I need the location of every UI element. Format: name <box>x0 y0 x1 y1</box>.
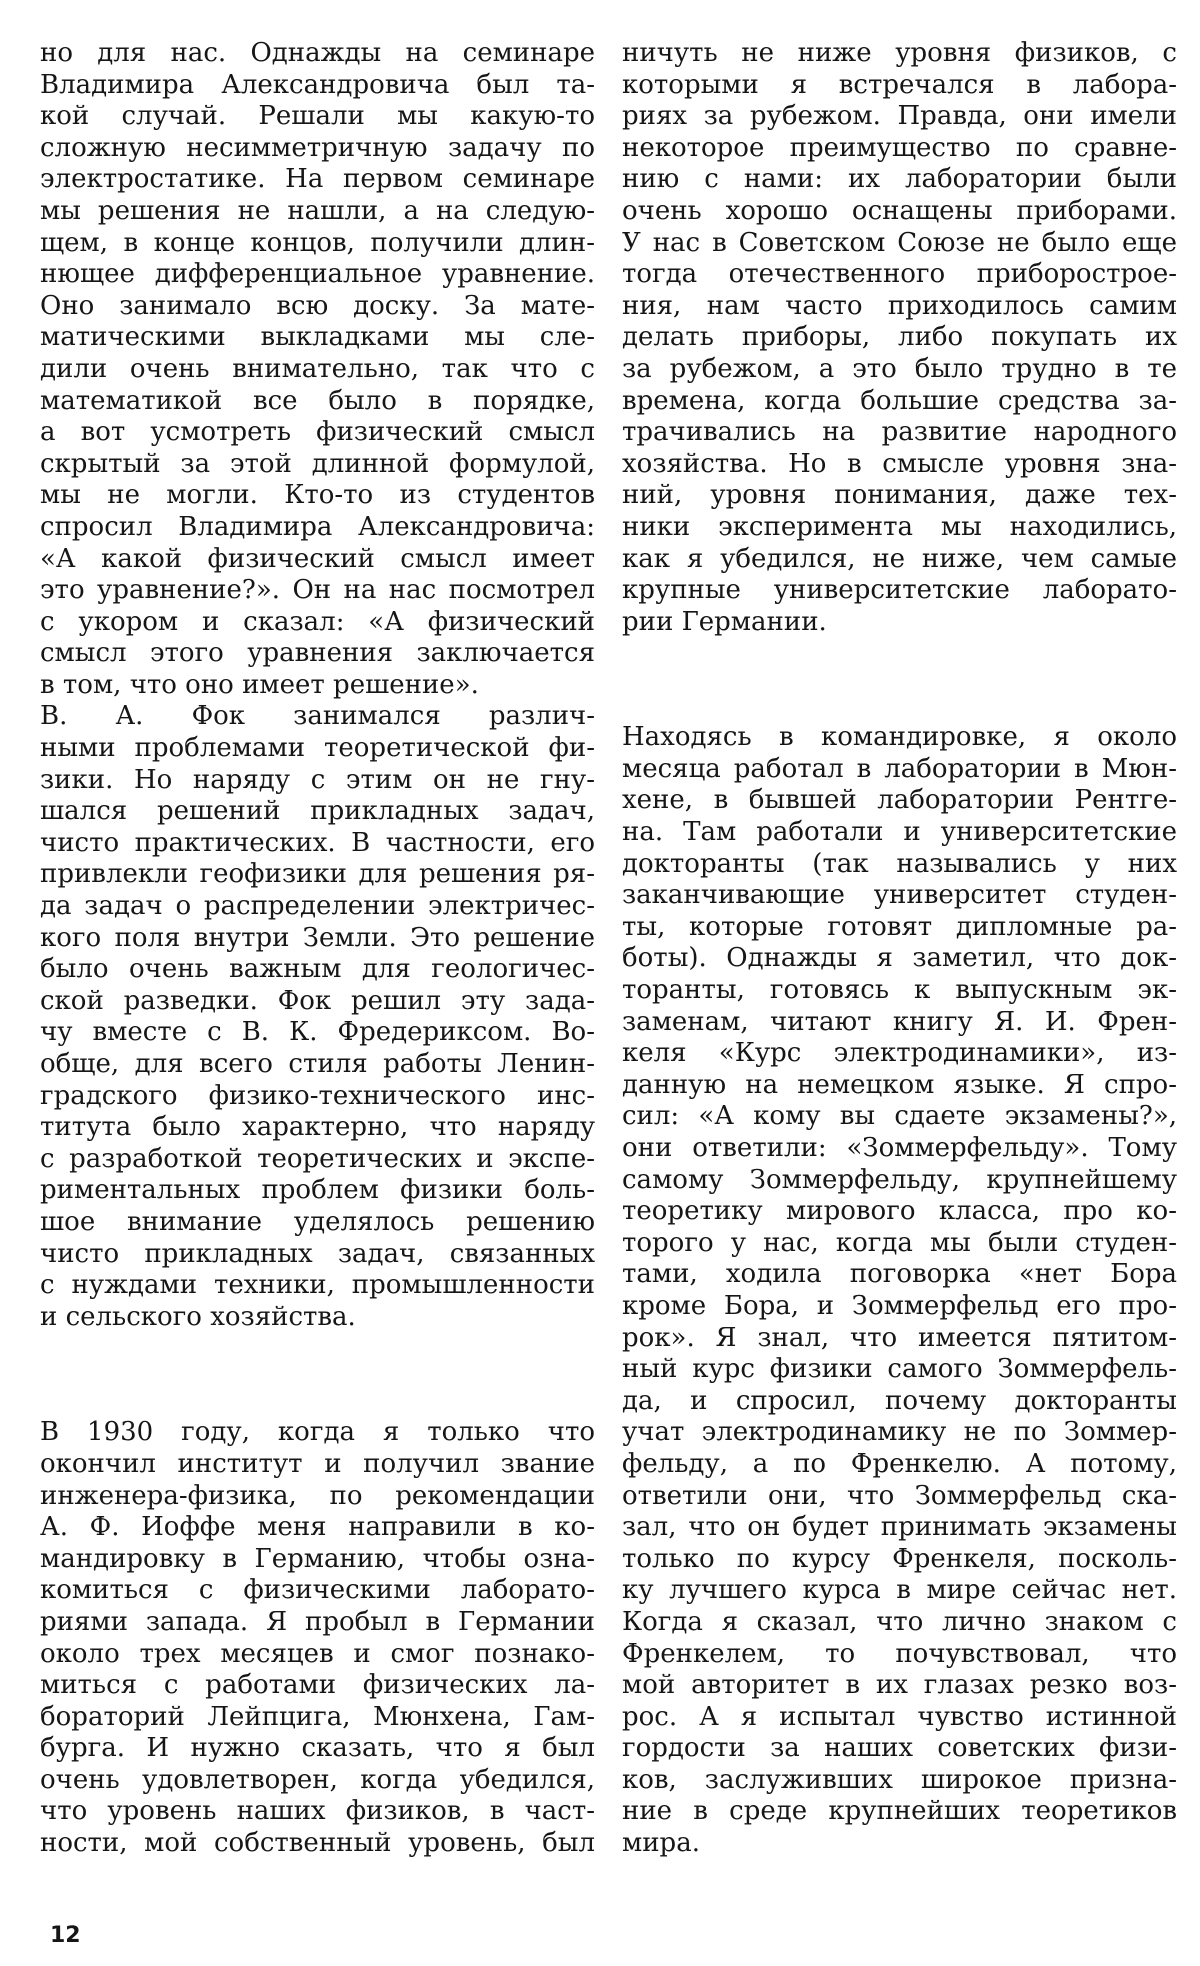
text-line: чу вместе с В. К. Фредериксом. Во- <box>40 1017 595 1048</box>
text-line: электростатике. На первом семинаре <box>40 164 595 195</box>
text-line: рос. А я испытал чувство истинной <box>622 1701 1177 1732</box>
text-line: чисто прикладных задач, связанных <box>40 1238 595 1269</box>
text-line: заменам, читают книгу Я. И. Френ- <box>622 1006 1177 1037</box>
text-line: скрытый за этой длинной формулой, <box>40 448 595 479</box>
paragraph-gap <box>622 638 1177 722</box>
text-line: ской разведки. Фок решил эту зада- <box>40 985 595 1016</box>
text-line: самому Зоммерфельду, крупнейшему <box>622 1164 1177 1195</box>
page-number: 12 <box>50 1923 81 1948</box>
right-column <box>622 38 1177 1860</box>
text-line: окончил институт и получил звание <box>40 1448 595 1479</box>
text-line: учат электродинамику не по Зоммер- <box>622 1417 1177 1448</box>
text-line: Находясь в командировке, я около <box>622 722 1177 753</box>
text-line: времена, когда большие средства за- <box>622 385 1177 416</box>
text-line: ники эксперимента мы находились, <box>622 511 1177 542</box>
text-line: «А какой физический смысл имеет <box>40 543 595 574</box>
text-line: ности, мой собственный уровень, был <box>40 1828 595 1859</box>
text-line: теоретику мирового класса, про ко- <box>622 1196 1177 1227</box>
text-line: ный курс физики самого Зоммерфель- <box>622 1354 1177 1385</box>
text-line: что уровень наших физиков, в част- <box>40 1796 595 1827</box>
text-line: ными проблемами теоретической фи- <box>40 733 595 764</box>
text-line: мира. <box>622 1828 700 1859</box>
text-line: а вот усмотреть физический смысл <box>40 417 595 448</box>
text-line: боты). Однажды я заметил, что док- <box>622 943 1177 974</box>
text-line: докторанты (так назывались у них <box>622 848 1177 879</box>
text-line: Владимира Александровича был та- <box>40 69 595 100</box>
text-line: шался решений прикладных задач, <box>40 796 595 827</box>
text-line: очень хорошо оснащены приборами. <box>622 195 1177 226</box>
text-line: как я убедился, не ниже, чем самые <box>622 543 1177 574</box>
text-line: это уравнение?». Он на нас посмотрел <box>40 575 595 606</box>
text-line: сложную несимметричную задачу по <box>40 132 595 163</box>
text-line: шое внимание уделялось решению <box>40 1206 595 1237</box>
text-line: которыми я встречался в лабора- <box>622 69 1177 100</box>
text-line: но для нас. Однажды на семинаре <box>40 38 595 68</box>
text-line: комиться с физическими лаборато- <box>40 1575 595 1606</box>
text-line: торого у нас, когда мы были студен- <box>622 1227 1177 1258</box>
text-line: сил: «А кому вы сдаете экзамены?», <box>622 1101 1177 1132</box>
text-line: да задач о распределении электричес- <box>40 891 595 922</box>
text-line: нию с нами: их лаборатории были <box>622 164 1177 195</box>
text-line: чисто практических. В частности, его <box>40 827 595 858</box>
text-line: фельду, а по Френкелю. А потому, <box>622 1448 1177 1479</box>
text-line: зал, что он будет принимать экзамены <box>622 1512 1177 1543</box>
text-line: матическими выкладками мы сле- <box>40 322 595 353</box>
text-line: они ответили: «Зоммерфельду». Тому <box>622 1133 1177 1163</box>
text-line: привлекли геофизики для решения ря- <box>40 859 595 890</box>
text-line: дили очень внимательно, так что с <box>40 353 595 384</box>
text-line: торанты, готовясь к выпускным эк- <box>622 975 1177 1006</box>
text-line: тами, ходила поговорка «нет Бора <box>622 1259 1177 1290</box>
text-line: градского физико-технического инс- <box>40 1080 595 1111</box>
text-line: нющее дифференциальное уравнение. <box>40 259 595 290</box>
text-line: А. Ф. Иоффе меня направили в ко- <box>40 1512 595 1543</box>
text-line: мандировку в Германию, чтобы озна- <box>40 1543 595 1574</box>
text-line: мы решения не нашли, а на следую- <box>40 195 595 226</box>
text-line: ние в среде крупнейших теоретиков <box>622 1796 1177 1827</box>
text-line: с разработкой теоретических и экспе- <box>40 1143 595 1174</box>
text-line: В 1930 году, когда я только что <box>40 1417 595 1448</box>
text-line: бурга. И нужно сказать, что я был <box>40 1733 595 1764</box>
text-line: бораторий Лейпцига, Мюнхена, Гам- <box>40 1701 595 1732</box>
paragraph-gap <box>40 1333 595 1417</box>
left-column <box>40 38 595 1860</box>
text-line: Френкелем, то почувствовал, что <box>622 1638 1177 1669</box>
text-line: титута было характерно, что наряду <box>40 1112 595 1143</box>
text-line: инженера-физика, по рекомендации <box>40 1480 595 1511</box>
text-line: делать приборы, либо покупать их <box>622 322 1177 353</box>
text-line: крупные университетские лаборато- <box>622 575 1177 606</box>
text-line: миться с работами физических ла- <box>40 1670 595 1701</box>
text-line: ний, уровня понимания, даже тех- <box>622 480 1177 511</box>
text-line: данную на немецком языке. Я спро- <box>622 1069 1177 1100</box>
text-line: мой авторитет в их глазах резко воз- <box>622 1670 1177 1701</box>
text-line: на. Там работали и университетские <box>622 817 1177 848</box>
text-line: рии Германии. <box>622 606 827 637</box>
text-line: риментальных проблем физики боль- <box>40 1175 595 1206</box>
text-line: ку лучшего курса в мире сейчас нет. <box>622 1575 1177 1606</box>
text-line: в том, что оно имеет решение». <box>40 669 479 700</box>
text-line: было очень важным для геологичес- <box>40 954 595 985</box>
text-line: с укором и сказал: «А физический <box>40 606 595 637</box>
text-line: келя «Курс электродинамики», из- <box>622 1038 1177 1069</box>
text-line: хене, в бывшей лаборатории Рентге- <box>622 785 1177 816</box>
text-line: заканчивающие университет студен- <box>622 880 1177 911</box>
text-line: ков, заслуживших широкое призна- <box>622 1764 1177 1795</box>
text-line: около трех месяцев и смог познако- <box>40 1638 595 1669</box>
text-line: ния, нам часто приходилось самим <box>622 290 1177 321</box>
text-line: рок». Я знал, что имеется пятитом- <box>622 1322 1177 1353</box>
text-line: тогда отечественного приборострое- <box>622 259 1177 290</box>
text-line: зики. Но наряду с этим он не гну- <box>40 764 595 795</box>
text-line: мы не могли. Кто-то из студентов <box>40 480 595 511</box>
text-line: месяца работал в лаборатории в Мюн- <box>622 753 1177 784</box>
text-line: за рубежом, а это было трудно в те <box>622 353 1177 384</box>
text-line: только по курсу Френкеля, посколь- <box>622 1543 1177 1574</box>
text-line: кой случай. Решали мы какую-то <box>40 101 595 132</box>
text-line: некоторое преимущество по сравне- <box>622 132 1177 163</box>
text-line: спросил Владимира Александровича: <box>40 511 595 542</box>
text-line: ничуть не ниже уровня физиков, с <box>622 38 1177 68</box>
text-line: ответили они, что Зоммерфельд ска- <box>622 1480 1177 1511</box>
text-line: обще, для всего стиля работы Ленин- <box>40 1049 595 1079</box>
text-line: Оно занимало всю доску. За мате- <box>40 290 595 321</box>
text-line: Когда я сказал, что лично знаком с <box>622 1606 1177 1637</box>
text-line: трачивались на развитие народного <box>622 417 1177 448</box>
text-line: риями запада. Я пробыл в Германии <box>40 1606 595 1637</box>
text-line: математикой все было в порядке, <box>40 385 595 416</box>
text-line: В. А. Фок занимался различ- <box>40 701 595 732</box>
text-line: У нас в Советском Союзе не было еще <box>622 227 1177 258</box>
text-line: с нуждами техники, промышленности <box>40 1270 595 1301</box>
text-line: и сельского хозяйства. <box>40 1301 356 1332</box>
text-line: щем, в конце концов, получили длин- <box>40 227 595 258</box>
text-line: да, и спросил, почему докторанты <box>622 1385 1177 1416</box>
text-line: смысл этого уравнения заключается <box>40 638 595 669</box>
text-line: кого поля внутри Земли. Это решение <box>40 922 595 953</box>
text-line: риях за рубежом. Правда, они имели <box>622 101 1177 132</box>
text-line: ты, которые готовят дипломные ра- <box>622 911 1177 942</box>
text-line: очень удовлетворен, когда убедился, <box>40 1764 595 1795</box>
text-line: хозяйства. Но в смысле уровня зна- <box>622 448 1177 479</box>
text-line: гордости за наших советских физи- <box>622 1733 1177 1764</box>
text-line: кроме Бора, и Зоммерфельд его про- <box>622 1290 1177 1321</box>
